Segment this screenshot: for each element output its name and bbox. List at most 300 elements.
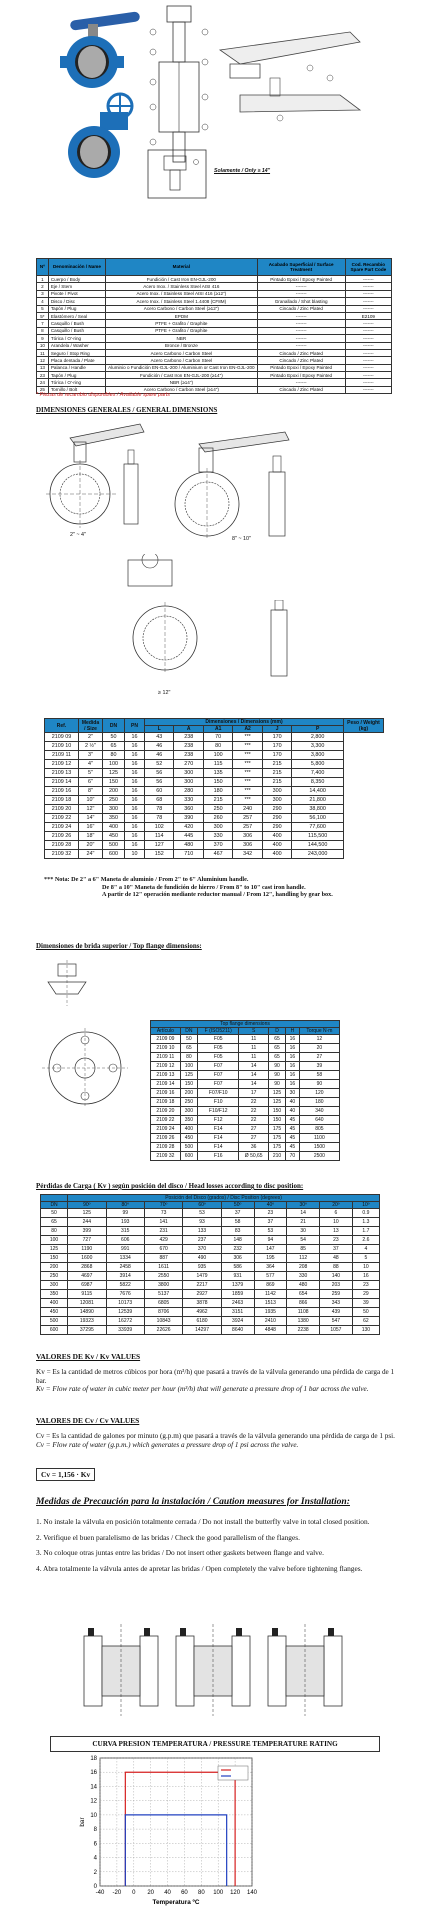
table-cell: Palanca / Handle bbox=[48, 364, 105, 371]
table-cell: 16 bbox=[286, 1035, 300, 1044]
table-cell: 3,800 bbox=[292, 751, 344, 760]
table-cell: 99 bbox=[106, 1209, 144, 1218]
table-cell: Seguro / Stop Ring bbox=[48, 349, 105, 356]
table-cell: 80 bbox=[203, 742, 232, 751]
table-cell: 93 bbox=[183, 1218, 221, 1227]
table-cell: Cincado / Zinc Plated bbox=[257, 357, 345, 364]
table-cell: 2109 18 bbox=[151, 1098, 181, 1107]
handle-drawing bbox=[210, 20, 370, 130]
table-cell: 931 bbox=[221, 1272, 254, 1281]
table-cell: 2109 11 bbox=[151, 1053, 181, 1062]
table-cell: 1611 bbox=[144, 1263, 182, 1272]
table-cell: 175 bbox=[268, 1125, 285, 1134]
table-cell: 0.9 bbox=[352, 1209, 379, 1218]
table-cell: 16 bbox=[125, 832, 145, 841]
table-cell: 37295 bbox=[68, 1326, 106, 1335]
table-cell: 238 bbox=[174, 751, 203, 760]
chart-x-tick-label: 80 bbox=[197, 1890, 205, 1896]
dimensions-table-row bbox=[45, 850, 384, 859]
table-cell: 280 bbox=[174, 787, 203, 796]
table-cell: ------- bbox=[345, 335, 391, 342]
table-cell: 420 bbox=[174, 823, 203, 832]
kv-table-row bbox=[41, 1281, 380, 1290]
table-cell: 399 bbox=[68, 1227, 106, 1236]
table-cell: Aluminio o Fundición EN-GJL-200 / Aluminium or Cast Iron EN-GJL-200 bbox=[106, 364, 258, 371]
table-cell: 208 bbox=[287, 1263, 320, 1272]
table-cell: 10843 bbox=[144, 1317, 182, 1326]
table-cell: 73 bbox=[144, 1209, 182, 1218]
table-cell: 6805 bbox=[144, 1299, 182, 1308]
col-header: S bbox=[239, 1028, 268, 1035]
table-cell: 2109 09 bbox=[45, 733, 79, 742]
flange-table-row bbox=[151, 1089, 340, 1098]
table-cell: 8" bbox=[79, 787, 103, 796]
table-cell: 150 bbox=[203, 778, 232, 787]
table-cell: 100 bbox=[203, 751, 232, 760]
table-cell: 1334 bbox=[106, 1254, 144, 1263]
table-cell: F14 bbox=[198, 1143, 239, 1152]
table-cell: 6987 bbox=[68, 1281, 106, 1290]
table-cell: 16 bbox=[125, 751, 145, 760]
table-cell: 50 bbox=[41, 1209, 68, 1218]
table-cell: 16 bbox=[286, 1062, 300, 1071]
chart-y-tick-label: 10 bbox=[90, 1812, 97, 1819]
table-cell: 27 bbox=[239, 1134, 268, 1143]
table-cell: 150 bbox=[268, 1116, 285, 1125]
table-cell: 18" bbox=[79, 832, 103, 841]
parts-table-row bbox=[37, 379, 392, 386]
table-cell: 16 bbox=[125, 760, 145, 769]
table-cell: 16272 bbox=[106, 1317, 144, 1326]
table-cell: F05 bbox=[198, 1044, 239, 1053]
table-cell: F10/F12 bbox=[198, 1107, 239, 1116]
kv-table-row bbox=[41, 1272, 380, 1281]
table-cell: 1057 bbox=[320, 1326, 353, 1335]
table-cell: 65 bbox=[268, 1035, 285, 1044]
table-cell: 16 bbox=[125, 778, 145, 787]
flange-table-row bbox=[151, 1134, 340, 1143]
table-cell: 400 bbox=[262, 841, 291, 850]
kv-table-row bbox=[41, 1263, 380, 1272]
table-cell: 16 bbox=[286, 1071, 300, 1080]
table-cell: 260 bbox=[203, 814, 232, 823]
table-cell: 2109 28 bbox=[45, 841, 79, 850]
table-cell: 22 bbox=[239, 1107, 268, 1116]
table-cell: 24" bbox=[79, 850, 103, 859]
table-cell: 90 bbox=[268, 1080, 285, 1089]
table-cell: 4962 bbox=[183, 1308, 221, 1317]
table-cell: Placa dentada / Plate bbox=[48, 357, 105, 364]
table-cell: 152 bbox=[145, 850, 174, 859]
table-cell: 257 bbox=[233, 823, 262, 832]
table-cell: 500 bbox=[103, 841, 125, 850]
col-header: A bbox=[174, 726, 203, 733]
table-cell: *** bbox=[233, 787, 262, 796]
table-cell: 78 bbox=[145, 814, 174, 823]
table-cell: F14 bbox=[198, 1134, 239, 1143]
table-cell: 2109 12 bbox=[45, 760, 79, 769]
chart-legend bbox=[218, 1766, 248, 1780]
chart-title-box bbox=[50, 1736, 380, 1752]
table-cell: 45 bbox=[286, 1143, 300, 1152]
table-cell: 48 bbox=[320, 1254, 353, 1263]
table-cell: Tapón / Plug bbox=[48, 372, 105, 379]
table-cell: 400 bbox=[41, 1299, 68, 1308]
dimensions-table-row bbox=[45, 769, 384, 778]
table-cell: 654 bbox=[287, 1290, 320, 1299]
chart-y-tick-label: 0 bbox=[93, 1884, 97, 1890]
table-cell: 238 bbox=[174, 733, 203, 742]
table-cell: 2 ½" bbox=[79, 742, 103, 751]
dimensions-table bbox=[44, 718, 384, 859]
table-cell: 90 bbox=[268, 1071, 285, 1080]
table-cell: 330 bbox=[174, 796, 203, 805]
col-header: Nº bbox=[37, 259, 49, 276]
table-cell: 33939 bbox=[106, 1326, 144, 1335]
table-cell: 340 bbox=[299, 1107, 339, 1116]
table-cell: 10 bbox=[352, 1263, 379, 1272]
table-cell: 935 bbox=[183, 1263, 221, 1272]
table-cell: 120 bbox=[299, 1089, 339, 1098]
kv-heading: Pérdidas de Carga ( Kv ) según posición del disco / Head losses according to disc position: bbox=[36, 1182, 304, 1190]
table-cell: 40 bbox=[286, 1107, 300, 1116]
table-cell: Tórica / O'-ring bbox=[48, 379, 105, 386]
dimensions-table-row bbox=[45, 814, 384, 823]
table-cell: 130 bbox=[352, 1326, 379, 1335]
table-cell: 2109 22 bbox=[45, 814, 79, 823]
table-cell: 450 bbox=[41, 1308, 68, 1317]
table-cell: 80 bbox=[180, 1053, 197, 1062]
table-cell: 12 bbox=[299, 1035, 339, 1044]
table-cell: 12" bbox=[79, 805, 103, 814]
col-header: 80º bbox=[106, 1202, 144, 1209]
product-photo-gear-valve bbox=[40, 92, 150, 182]
table-cell: 467 bbox=[203, 850, 232, 859]
table-cell: 21,800 bbox=[292, 796, 344, 805]
col-header: Ref. bbox=[45, 719, 79, 733]
table-cell: 68 bbox=[145, 796, 174, 805]
table-cell: 94 bbox=[254, 1236, 287, 1245]
table-cell: 450 bbox=[103, 832, 125, 841]
parts-table-row bbox=[37, 342, 392, 349]
table-cell: 133 bbox=[183, 1227, 221, 1236]
table-cell: 39 bbox=[299, 1062, 339, 1071]
chart-x-tick-label: 140 bbox=[246, 1890, 258, 1896]
table-cell: 12539 bbox=[106, 1308, 144, 1317]
install-heading: Medidas de Precaución para la instalación / Caution measures for Installation: bbox=[36, 1496, 350, 1507]
table-cell: 400 bbox=[180, 1125, 197, 1134]
table-cell: 215 bbox=[262, 769, 291, 778]
table-cell: 200 bbox=[180, 1089, 197, 1098]
col-header: D bbox=[268, 1028, 285, 1035]
table-cell: 56 bbox=[145, 778, 174, 787]
kv-table-row bbox=[41, 1236, 380, 1245]
table-cell: 606 bbox=[106, 1236, 144, 1245]
table-cell: 2.6 bbox=[352, 1236, 379, 1245]
table-cell: 4" bbox=[79, 760, 103, 769]
table-cell: 2458 bbox=[106, 1263, 144, 1272]
table-cell: 12 bbox=[37, 357, 49, 364]
table-cell: F10 bbox=[198, 1098, 239, 1107]
table-cell: 125 bbox=[268, 1098, 285, 1107]
kv-table-body bbox=[41, 1209, 380, 1335]
table-cell: Pintado Epoxi / Epoxy Painted bbox=[257, 372, 345, 379]
flange-table-row bbox=[151, 1116, 340, 1125]
table-cell: 2463 bbox=[221, 1299, 254, 1308]
table-cell: Elastómero / Seal bbox=[48, 312, 105, 319]
table-cell: ------- bbox=[257, 320, 345, 327]
table-cell: 16 bbox=[125, 841, 145, 850]
kv-definition bbox=[36, 1368, 396, 1394]
table-cell: 2500 bbox=[299, 1152, 339, 1161]
table-cell: 350 bbox=[180, 1116, 197, 1125]
table-cell: 290 bbox=[262, 805, 291, 814]
table-cell: 1935 bbox=[254, 1308, 287, 1317]
table-cell: 364 bbox=[254, 1263, 287, 1272]
table-cell: 400 bbox=[262, 850, 291, 859]
table-cell: 46 bbox=[145, 751, 174, 760]
table-cell: 50 bbox=[352, 1308, 379, 1317]
chart-y-tick-label: 4 bbox=[93, 1855, 97, 1862]
table-cell: ------- bbox=[257, 379, 345, 386]
table-cell: ------- bbox=[345, 283, 391, 290]
table-cell: 58 bbox=[221, 1218, 254, 1227]
table-cell: 16 bbox=[125, 796, 145, 805]
table-cell: 37 bbox=[320, 1245, 353, 1254]
table-cell: 300 bbox=[103, 805, 125, 814]
table-cell: ------- bbox=[345, 372, 391, 379]
table-cell: 727 bbox=[68, 1236, 106, 1245]
table-cell: 2109 13 bbox=[151, 1071, 181, 1080]
table-cell: 14 bbox=[287, 1209, 320, 1218]
table-cell: ------- bbox=[345, 276, 391, 283]
table-cell: EPDM bbox=[106, 312, 258, 319]
install-item: 1. No instale la válvula en posición totalmente cerrada / Do not install the butterfly valve in total closed position. bbox=[36, 1517, 370, 1526]
table-cell: ------- bbox=[345, 364, 391, 371]
chart-y-tick-label: 16 bbox=[90, 1770, 97, 1777]
table-cell: 3924 bbox=[221, 1317, 254, 1326]
table-cell: 243,000 bbox=[292, 850, 344, 859]
table-cell: 2238 bbox=[287, 1326, 320, 1335]
table-cell: 50 bbox=[103, 733, 125, 742]
table-cell: Granallado / Shot blasting bbox=[257, 298, 345, 305]
plug-detail-drawing bbox=[146, 148, 208, 200]
table-cell: 7 bbox=[37, 320, 49, 327]
flange-drawing-top bbox=[40, 1026, 130, 1110]
table-cell: 2" bbox=[79, 733, 103, 742]
table-cell: 5 bbox=[37, 305, 49, 312]
table-cell: 16 bbox=[125, 742, 145, 751]
dimensions-table-row bbox=[45, 742, 384, 751]
table-cell: 24 bbox=[37, 379, 49, 386]
table-cell: 30 bbox=[287, 1227, 320, 1236]
dimension-drawing-large bbox=[120, 554, 180, 594]
col-header: H bbox=[286, 1028, 300, 1035]
col-header: Cod. Recambio Spare Part Code bbox=[345, 259, 391, 276]
table-cell: *** bbox=[233, 796, 262, 805]
kv-values-heading: VALORES DE Kv / Kv VALUES bbox=[36, 1352, 141, 1361]
installation-drawing bbox=[80, 1620, 350, 1720]
table-cell: 2109 12 bbox=[151, 1062, 181, 1071]
flange-table-row bbox=[151, 1152, 340, 1161]
dimension-drawing-small bbox=[40, 420, 155, 532]
table-cell: 9 bbox=[37, 335, 49, 342]
table-cell: 2109 10 bbox=[45, 742, 79, 751]
table-cell: 46 bbox=[145, 742, 174, 751]
kv-definition-en: Kv = Flow rate of water in cubic meter per hour (m³/h) that will generate a pressure drop of 1 bar across the valve. bbox=[36, 1385, 369, 1394]
table-cell: 23 bbox=[37, 372, 49, 379]
col-header: 30º bbox=[287, 1202, 320, 1209]
table-cell: 27 bbox=[239, 1125, 268, 1134]
table-cell: 14,400 bbox=[292, 787, 344, 796]
table-cell: 1600 bbox=[68, 1254, 106, 1263]
table-cell: 710 bbox=[174, 850, 203, 859]
col-header: Denominación / Name bbox=[48, 259, 105, 276]
table-cell: 20 bbox=[299, 1044, 339, 1053]
parts-table-row bbox=[37, 349, 392, 356]
table-cell: 306 bbox=[221, 1254, 254, 1263]
table-cell: 1513 bbox=[254, 1299, 287, 1308]
table-cell: 16 bbox=[125, 769, 145, 778]
install-item: 2. Verifique el buen paralelismo de las bridas / Check the good parallelism of the flanges. bbox=[36, 1532, 301, 1542]
table-cell: 330 bbox=[287, 1272, 320, 1281]
table-cell: 14890 bbox=[68, 1308, 106, 1317]
chart-x-tick-label: 100 bbox=[213, 1890, 224, 1896]
table-cell: 343 bbox=[320, 1299, 353, 1308]
table-cell: Acero Carbono / Carbon Steel bbox=[106, 357, 258, 364]
table-cell: 13 bbox=[320, 1227, 353, 1236]
flange-drawing-side bbox=[44, 960, 90, 1008]
col-header: A1 bbox=[203, 726, 232, 733]
table-cell: 244 bbox=[68, 1218, 106, 1227]
table-cell: 6 bbox=[320, 1209, 353, 1218]
table-cell: 300 bbox=[41, 1281, 68, 1290]
table-cell: 125 bbox=[180, 1071, 197, 1080]
table-cell: 141 bbox=[144, 1218, 182, 1227]
table-cell: 2868 bbox=[68, 1263, 106, 1272]
table-cell: Fundición / Cast Iron EN-GJL-200 (≥14") bbox=[106, 372, 258, 379]
table-cell: 1380 bbox=[287, 1317, 320, 1326]
flange-table-row bbox=[151, 1125, 340, 1134]
table-cell: 14297 bbox=[183, 1326, 221, 1335]
cv-definition bbox=[36, 1432, 396, 1449]
table-cell: 22626 bbox=[144, 1326, 182, 1335]
flange-table-row bbox=[151, 1098, 340, 1107]
table-cell: 200 bbox=[41, 1263, 68, 1272]
table-cell: 866 bbox=[287, 1299, 320, 1308]
install-item: 3. No coloque otras juntas entre las bridas / Do not insert other gaskets between flange and valve. bbox=[36, 1548, 324, 1558]
col-header: A2 bbox=[233, 726, 262, 733]
table-cell: 600 bbox=[180, 1152, 197, 1161]
table-cell: 290 bbox=[262, 814, 291, 823]
table-cell: 193 bbox=[106, 1218, 144, 1227]
table-cell: 1.3 bbox=[352, 1218, 379, 1227]
table-cell: 180 bbox=[299, 1098, 339, 1107]
table-cell: 195 bbox=[254, 1254, 287, 1263]
chart-x-tick-label: 0 bbox=[132, 1890, 136, 1896]
table-cell: 45 bbox=[286, 1116, 300, 1125]
table-cell: 257 bbox=[233, 814, 262, 823]
table-cell: 10173 bbox=[106, 1299, 144, 1308]
table-cell: 43 bbox=[145, 733, 174, 742]
table-cell: 2109 24 bbox=[151, 1125, 181, 1134]
table-cell: 22 bbox=[239, 1098, 268, 1107]
table-cell: 27 bbox=[299, 1053, 339, 1062]
table-cell: ------- bbox=[345, 342, 391, 349]
table-cell: NBR bbox=[106, 335, 258, 342]
col-header: 60º bbox=[183, 1202, 221, 1209]
table-cell: 23 bbox=[352, 1281, 379, 1290]
table-cell: 586 bbox=[221, 1263, 254, 1272]
table-cell: 231 bbox=[144, 1227, 182, 1236]
table-cell: 2109 22 bbox=[151, 1116, 181, 1125]
table-cell: 3" bbox=[79, 751, 103, 760]
chart-x-axis-label: Temperatura ºC bbox=[152, 1899, 200, 1906]
dimension-drawing-label: 8" ~ 10" bbox=[232, 536, 251, 542]
dimension-drawing-label: ≥ 12" bbox=[158, 690, 171, 696]
table-cell: ------- bbox=[345, 327, 391, 334]
parts-table-row bbox=[37, 298, 392, 305]
dims-note bbox=[44, 876, 394, 899]
table-cell: 70 bbox=[203, 733, 232, 742]
table-cell: 240 bbox=[233, 805, 262, 814]
table-cell: Tórica / O'-ring bbox=[48, 335, 105, 342]
table-cell: 215 bbox=[262, 760, 291, 769]
table-cell: F16 bbox=[198, 1152, 239, 1161]
table-cell: 342 bbox=[233, 850, 262, 859]
table-cell: 480 bbox=[174, 841, 203, 850]
table-cell: 887 bbox=[144, 1254, 182, 1263]
table-cell: 400 bbox=[262, 832, 291, 841]
table-cell: Casquillo / Bush bbox=[48, 327, 105, 334]
table-cell: *** bbox=[233, 769, 262, 778]
table-cell: 2927 bbox=[183, 1290, 221, 1299]
table-cell: Acero Carbono / Carbon Steel (≥12") bbox=[106, 305, 258, 312]
table-cell: 3800 bbox=[144, 1281, 182, 1290]
table-cell: 175 bbox=[268, 1143, 285, 1152]
table-cell: 115,500 bbox=[292, 832, 344, 841]
table-cell: 2109 10 bbox=[151, 1044, 181, 1053]
table-cell: Cuerpo / Body bbox=[48, 276, 105, 283]
table-cell: 10 bbox=[320, 1218, 353, 1227]
table-cell: 1100 bbox=[299, 1134, 339, 1143]
table-cell: 2217 bbox=[183, 1281, 221, 1290]
table-cell: 90 bbox=[268, 1062, 285, 1071]
table-cell: 11 bbox=[239, 1035, 268, 1044]
col-header bbox=[41, 1195, 68, 1202]
table-cell: 37 bbox=[254, 1218, 287, 1227]
table-cell: Ø 50,65 bbox=[239, 1152, 268, 1161]
table-cell: 215 bbox=[262, 778, 291, 787]
col-header: DN bbox=[103, 719, 125, 733]
table-cell: 805 bbox=[299, 1125, 339, 1134]
table-cell: NBR (≥14") bbox=[106, 379, 258, 386]
general-dimensions-heading: DIMENSIONES GENERALES / GENERAL DIMENSIONS bbox=[36, 406, 218, 414]
dimensions-table-row bbox=[45, 841, 384, 850]
table-cell: 2109 20 bbox=[151, 1107, 181, 1116]
table-cell: 144,500 bbox=[292, 841, 344, 850]
dimension-drawing-large-body bbox=[130, 598, 200, 676]
table-cell: ------- bbox=[345, 290, 391, 297]
table-cell: Pintado Epoxi / Epoxy Painted bbox=[257, 276, 345, 283]
table-cell: 16 bbox=[286, 1080, 300, 1089]
dimensions-table-row bbox=[45, 733, 384, 742]
table-cell: 2109 16 bbox=[45, 787, 79, 796]
table-cell: 390 bbox=[174, 814, 203, 823]
chart-y-tick-label: 8 bbox=[93, 1827, 97, 1834]
table-cell: 991 bbox=[106, 1245, 144, 1254]
table-cell: 16 bbox=[352, 1272, 379, 1281]
